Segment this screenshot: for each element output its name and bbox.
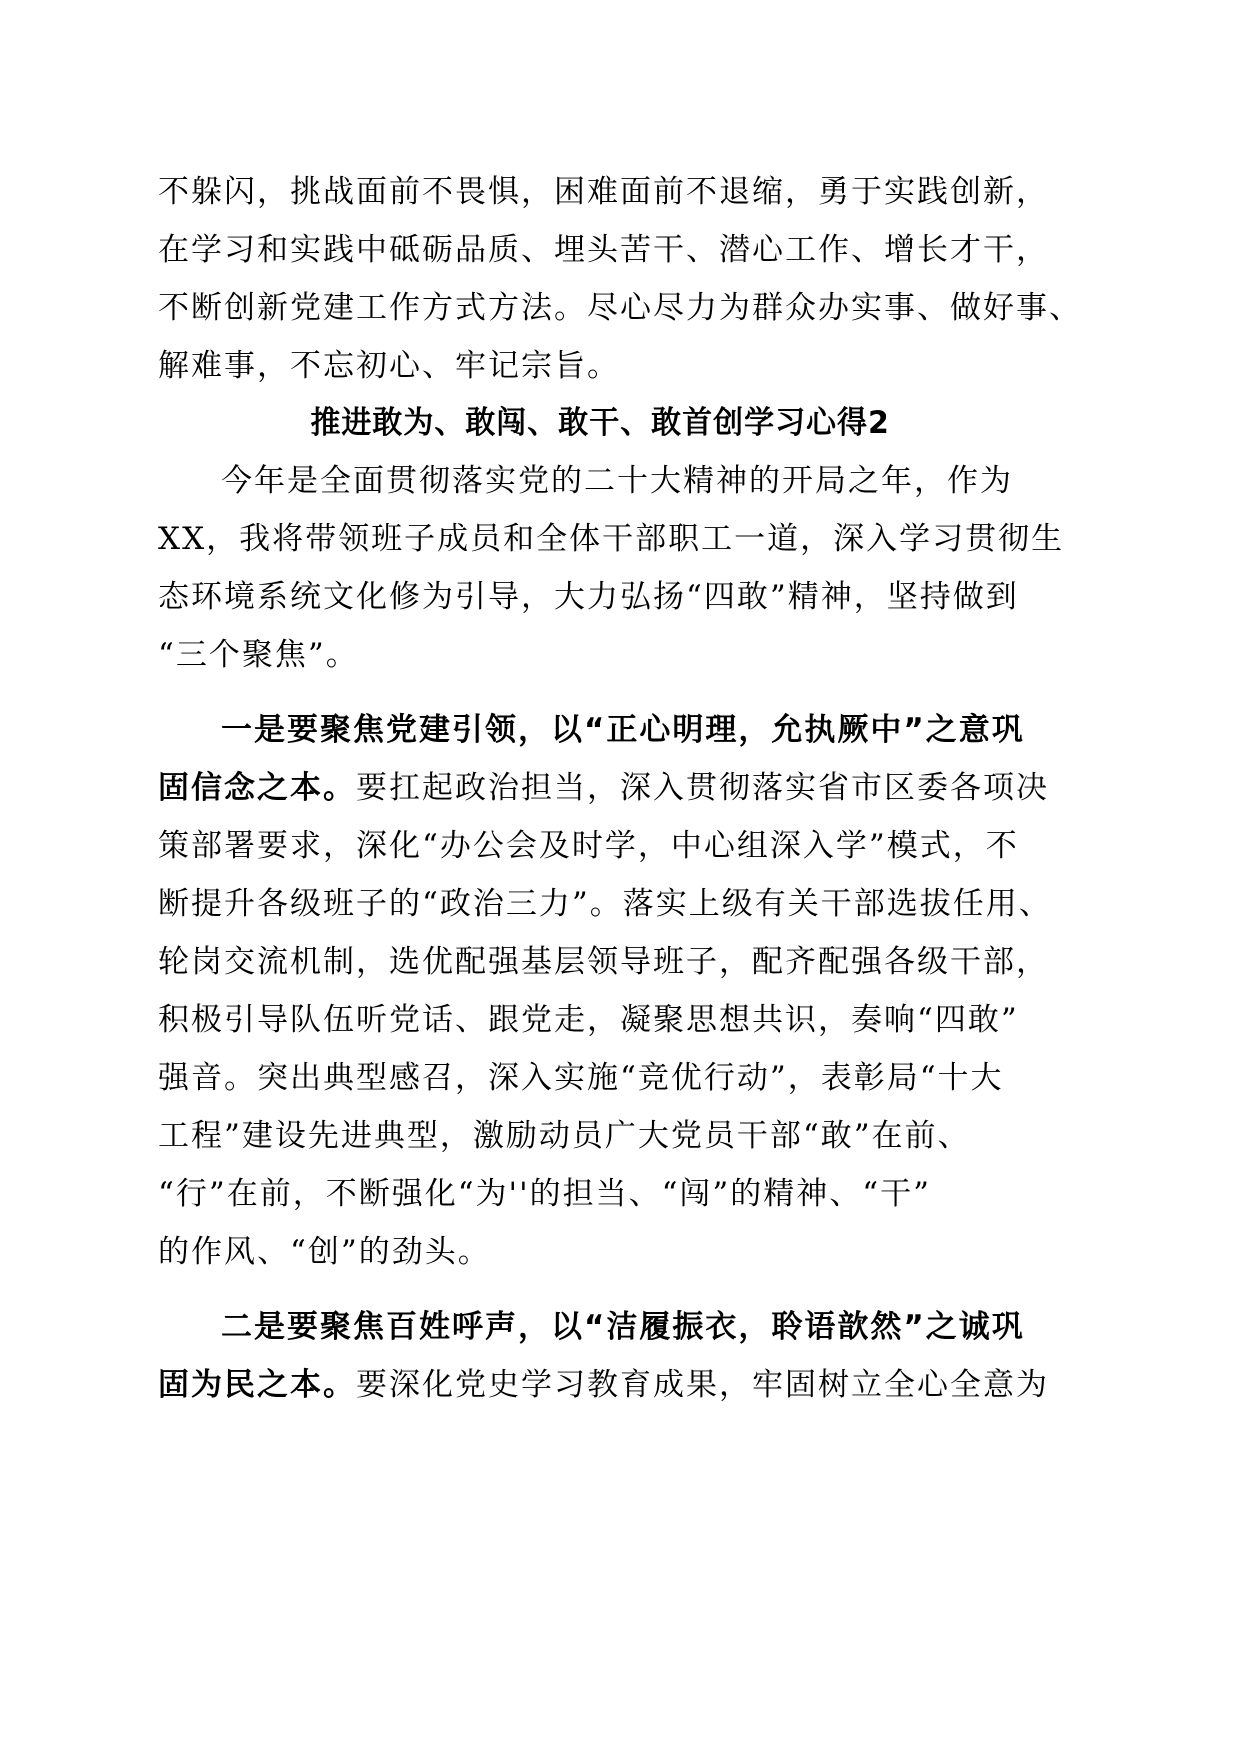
point1-heading-line: 一是要聚焦党建引领，以“正心明理，允执厥中”之意巩 xyxy=(221,712,1025,748)
point2-heading-end: 固为民之本。 xyxy=(158,1367,356,1403)
point2-heading-line: 二是要聚焦百姓呼声，以“洁履振衣，聆语歆然”之诚巩 xyxy=(221,1309,1025,1345)
intro-line-3: 不断创新党建工作方式方法。尽心尽力为群众办实事、做好事、 xyxy=(158,290,1082,326)
point1-line-2 xyxy=(158,768,1049,808)
para1-line-4: “三个聚焦”。 xyxy=(158,637,359,673)
intro-line-4: 解难事，不忘初心、牢记宗旨。 xyxy=(158,348,620,384)
point1-line-4: 断提升各级班子的“政治三力”。落实上级有关干部选拔任用、 xyxy=(158,886,1052,922)
para1-line-1: 今年是全面贯彻落实党的二十大精神的开局之年，作为 xyxy=(221,463,1013,499)
section-title: 推进敢为、敢闯、敢干、敢首创学习心得2 xyxy=(310,405,890,441)
point1-line-3: 策部署要求，深化“办公会及时学，中心组深入学”模式，不 xyxy=(158,828,1019,864)
point1-line-10: 的作风、“创”的劲头。 xyxy=(158,1234,491,1270)
point1-line-8: 工程”建设先进典型，激励动员广大党员干部“敢”在前、 xyxy=(158,1118,971,1154)
point1-line-7: 强音。突出典型感召，深入实施“竞优行动”，表彰局“十大 xyxy=(158,1060,1004,1096)
point1-line-2-text: 要扛起政治担当，深入贯彻落实省市区委各项决 xyxy=(356,770,1049,806)
point2-line-2 xyxy=(158,1365,1049,1405)
point1-line-9: “行”在前，不断强化“为''的担当、“闯”的精神、“干” xyxy=(158,1176,931,1212)
point1-line-6: 积极引导队伍听党话、跟党走，凝聚思想共识，奏响“四敢” xyxy=(158,1002,1019,1038)
intro-line-1: 不躲闪，挑战面前不畏惧，困难面前不退缩，勇于实践创新， xyxy=(158,174,1049,210)
point1-heading-end: 固信念之本。 xyxy=(158,770,356,806)
para1-line-2: XX，我将带领班子成员和全体干部职工一道，深入学习贯彻生 xyxy=(158,521,1065,557)
point2-line-2-text: 要深化党史学习教育成果，牢固树立全心全意为 xyxy=(356,1367,1049,1403)
para1-line-3: 态环境系统文化修为引导，大力弘扬“四敢”精神，坚持做到 xyxy=(158,579,1019,615)
intro-line-2: 在学习和实践中砥砺品质、埋头苦干、潜心工作、增长才干， xyxy=(158,232,1049,268)
point1-line-5: 轮岗交流机制，选优配强基层领导班子，配齐配强各级干部， xyxy=(158,944,1049,980)
